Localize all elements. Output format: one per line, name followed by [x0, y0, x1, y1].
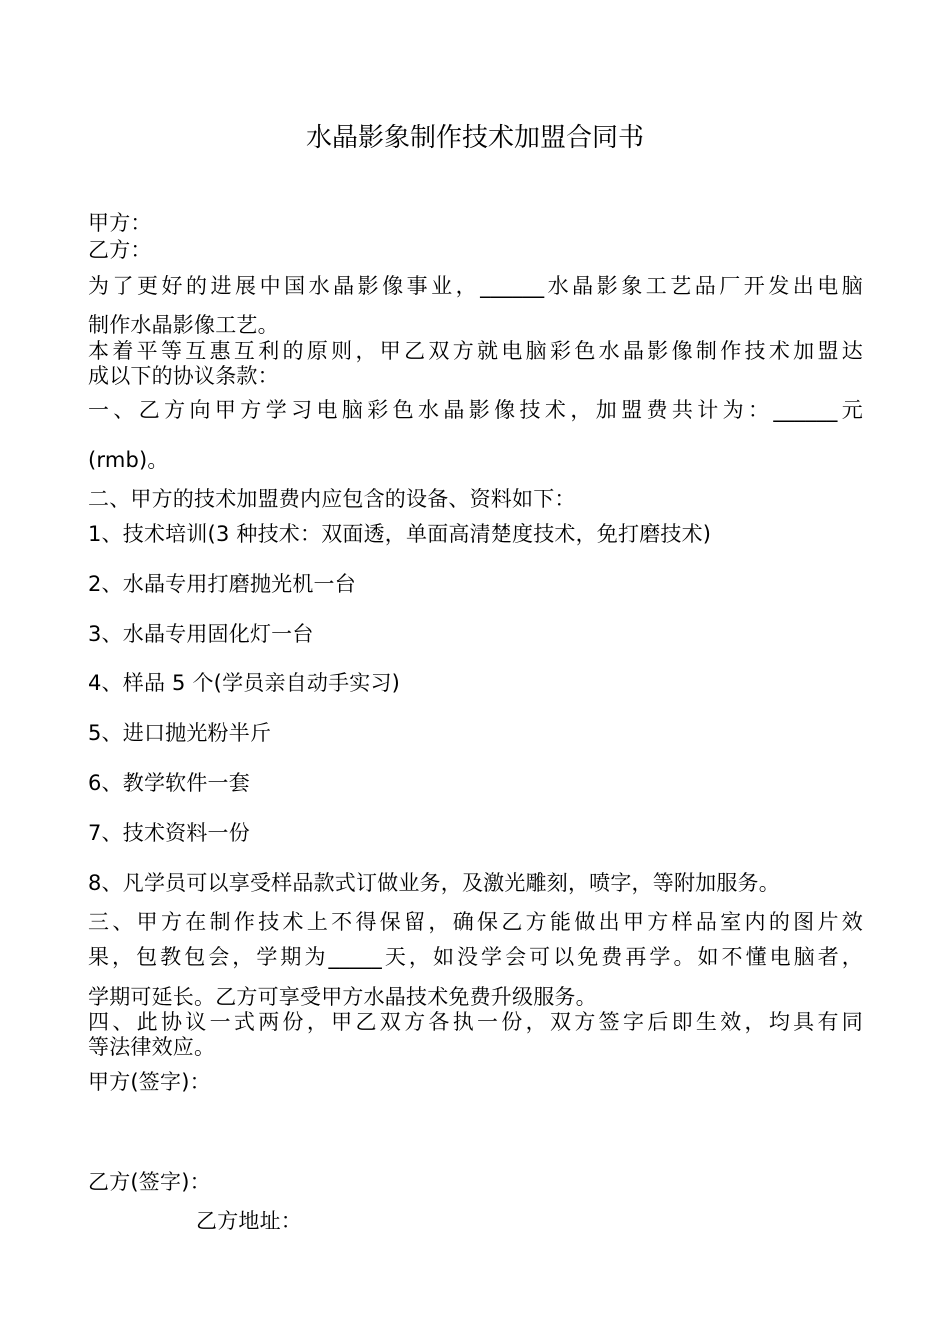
item-7: 7、技术资料一份 — [88, 821, 250, 845]
clause-3-line-2: 果，包教包会，学期为_____天，如没学会可以免费再学。如不懂电脑者， — [88, 945, 863, 969]
party-b-signature: 乙方(签字)： — [88, 1170, 211, 1194]
clause-1-line-2: (rmb)。 — [88, 448, 169, 472]
item-2: 2、水晶专用打磨抛光机一台 — [88, 572, 356, 596]
party-a-signature: 甲方(签字)： — [88, 1070, 211, 1094]
item-1: 1、技术培训(3 种技术：双面透，单面高清楚度技术，免打磨技术) — [88, 522, 712, 546]
clause-3-line-1: 三、甲方在制作技术上不得保留，确保乙方能做出甲方样品室内的图片效 — [88, 910, 863, 934]
item-4: 4、样品 5 个(学员亲自动手实习) — [88, 671, 401, 695]
document-title: 水晶影象制作技术加盟合同书 — [305, 123, 644, 153]
clause-4-line-1: 四、此协议一式两份，甲乙双方各执一份，双方签字后即生效，均具有同 — [88, 1010, 863, 1034]
intro-line-2: 制作水晶影像工艺。 — [88, 313, 279, 337]
clause-3-line-3: 学期可延长。乙方可享受甲方水晶技术免费升级服务。 — [88, 985, 597, 1009]
item-8: 8、凡学员可以享受样品款式订做业务，及激光雕刻，喷字，等附加服务。 — [88, 871, 780, 895]
clause-4-line-2: 等法律效应。 — [88, 1035, 216, 1059]
clause-2-heading: 二、甲方的技术加盟费内应包含的设备、资料如下： — [88, 487, 576, 511]
intro-line-3: 本着平等互惠互利的原则，甲乙双方就电脑彩色水晶影像制作技术加盟达 — [88, 339, 863, 363]
item-6: 6、教学软件一套 — [88, 771, 250, 795]
item-5: 5、进口抛光粉半斤 — [88, 721, 272, 745]
party-b-address: 乙方地址： — [196, 1209, 302, 1233]
party-b-label: 乙方： — [88, 238, 152, 262]
item-3: 3、水晶专用固化灯一台 — [88, 622, 314, 646]
party-a-label: 甲方： — [88, 211, 152, 235]
intro-line-1: 为了更好的进展中国水晶影像事业，______水晶影象工艺品厂开发出电脑 — [88, 274, 863, 298]
intro-line-4: 成以下的协议条款： — [88, 364, 279, 388]
clause-1-line-1: 一、乙方向甲方学习电脑彩色水晶影像技术，加盟费共计为：______元 — [88, 398, 863, 422]
